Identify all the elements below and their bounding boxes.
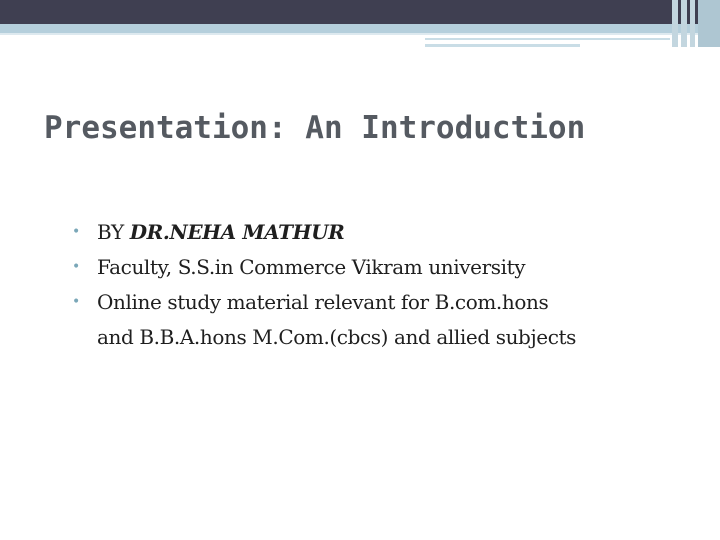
bullet-list <box>72 215 712 355</box>
list-item <box>72 250 712 285</box>
bullet-marker: • <box>72 224 81 240</box>
author-name: DR.NEHA MATHUR <box>129 220 345 244</box>
header-accent-band <box>0 24 720 33</box>
header-stripe <box>698 0 720 47</box>
bullet-text: Faculty, S.S.in Commerce Vikram university <box>97 255 526 279</box>
bullet-marker: • <box>72 294 81 310</box>
header-stripe <box>681 0 687 47</box>
bullet-text-line: Online study material relevant for B.com.hons <box>97 290 549 314</box>
header-stripe <box>672 0 678 47</box>
header-dark-bar <box>0 0 720 24</box>
header-thin-rule <box>425 38 670 40</box>
bullet-prefix: BY <box>97 220 130 244</box>
slide-title: Presentation: An Introduction <box>44 110 586 146</box>
bullet-text-line: and B.B.A.hons M.Com.(cbcs) and allied subjects <box>97 325 576 349</box>
header-short-rule <box>425 44 580 47</box>
header-light-band <box>0 33 720 35</box>
list-item <box>72 285 712 355</box>
header-stripe <box>690 0 695 47</box>
bullet-text <box>97 220 344 244</box>
list-item <box>72 215 712 250</box>
bullet-marker: • <box>72 259 81 275</box>
